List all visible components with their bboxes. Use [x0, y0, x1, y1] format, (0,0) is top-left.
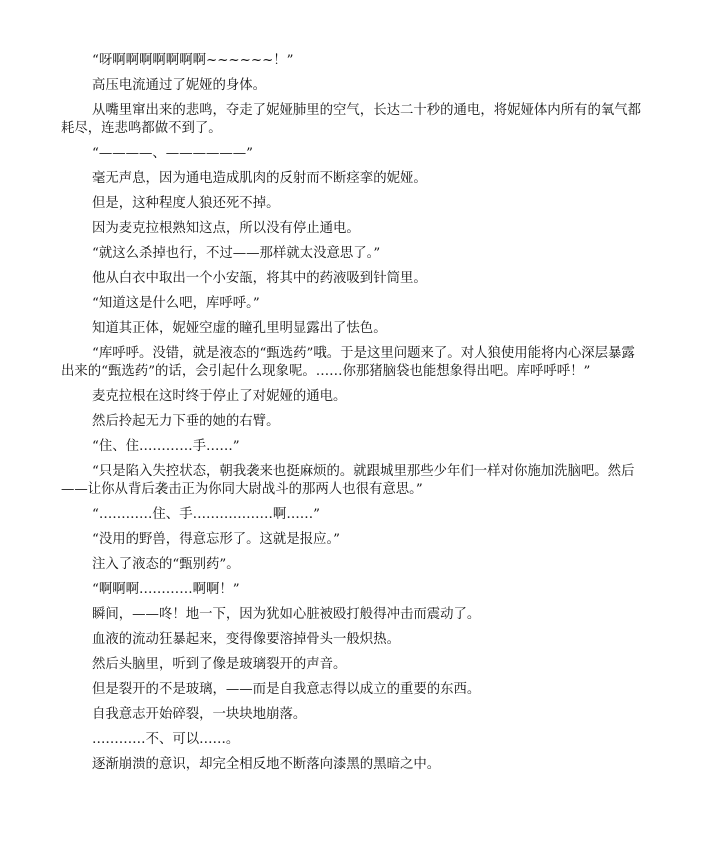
paragraph: “就这么杀掉也行，不过——那样就太没意思了。” [92, 246, 381, 261]
paragraph: 高压电流通过了妮娅的身体。 [92, 78, 267, 93]
paragraph: 从嘴里窜出来的悲鸣，夺走了妮娅肺里的空气，长达二十秒的通电，将妮娅体内所有的氧气都耗尽，连悲鸣都做不到了。 [61, 103, 642, 136]
paragraph: 血液的流动狂暴起来，变得像要溶掉骨头一般炽热。 [92, 632, 400, 647]
paragraph: 麦克拉根在这时终于停止了对妮娅的通电。 [92, 389, 347, 404]
paragraph: 自我意志开始碎裂，一块块地崩落。 [92, 707, 307, 722]
paragraph: “————、——————” [92, 146, 253, 161]
paragraph: 然后头脑里，听到了像是玻璃裂开的声音。 [92, 657, 347, 672]
paragraph: “知道这是什么吧，库呼呼。” [92, 296, 260, 311]
document-body [61, 52, 641, 781]
paragraph: “只是陷入失控状态，朝我袭来也挺麻烦的。就跟城里那些少年们一样对你施加洗脑吧。然后——让你从背后袭击正为你同大尉战斗的那两人也很有意思。” [61, 464, 635, 497]
paragraph: “啊啊啊…………啊啊！” [92, 582, 240, 597]
paragraph: 瞬间，——咚！地一下，因为犹如心脏被殴打般得冲击而震动了。 [92, 607, 481, 622]
paragraph: …………不、可以……。 [92, 732, 240, 747]
paragraph: 知道其正体，妮娅空虚的瞳孔里明显露出了怯色。 [92, 321, 387, 336]
paragraph: “…………住、手………………啊……” [92, 507, 320, 522]
paragraph: 注入了液态的“甄别药”。 [92, 557, 240, 572]
paragraph: “没用的野兽，得意忘形了。这就是报应。” [92, 532, 341, 547]
paragraph: 因为麦克拉根熟知这点，所以没有停止通电。 [92, 221, 360, 236]
paragraph: 但是，这种程度人狼还死不掉。 [92, 196, 280, 211]
paragraph: 然后拎起无力下垂的她的右臂。 [92, 414, 280, 429]
paragraph: “住、住…………手……” [92, 439, 240, 454]
paragraph: 他从白衣中取出一个小安瓿，将其中的药液吸到针筒里。 [92, 271, 427, 286]
paragraph: “库呼呼。没错，就是液态的“甄选药”哦。于是这里问题来了。对人狼使用能将内心深层暴露出来的“甄选药”的话，会引起什么现象呢。……你那猪脑袋也能想象得出吧。库呼呼呼！” [61, 346, 635, 379]
paragraph: “呀啊啊啊啊啊啊啊~~~~~~！” [92, 53, 294, 68]
paragraph: 毫无声息，因为通电造成肌肉的反射而不断痉挛的妮娅。 [92, 171, 427, 186]
paragraph: 但是裂开的不是玻璃，——而是自我意志得以成立的重要的东西。 [92, 682, 481, 697]
paragraph: 逐渐崩溃的意识，却完全相反地不断落向漆黑的黑暗之中。 [92, 757, 441, 772]
